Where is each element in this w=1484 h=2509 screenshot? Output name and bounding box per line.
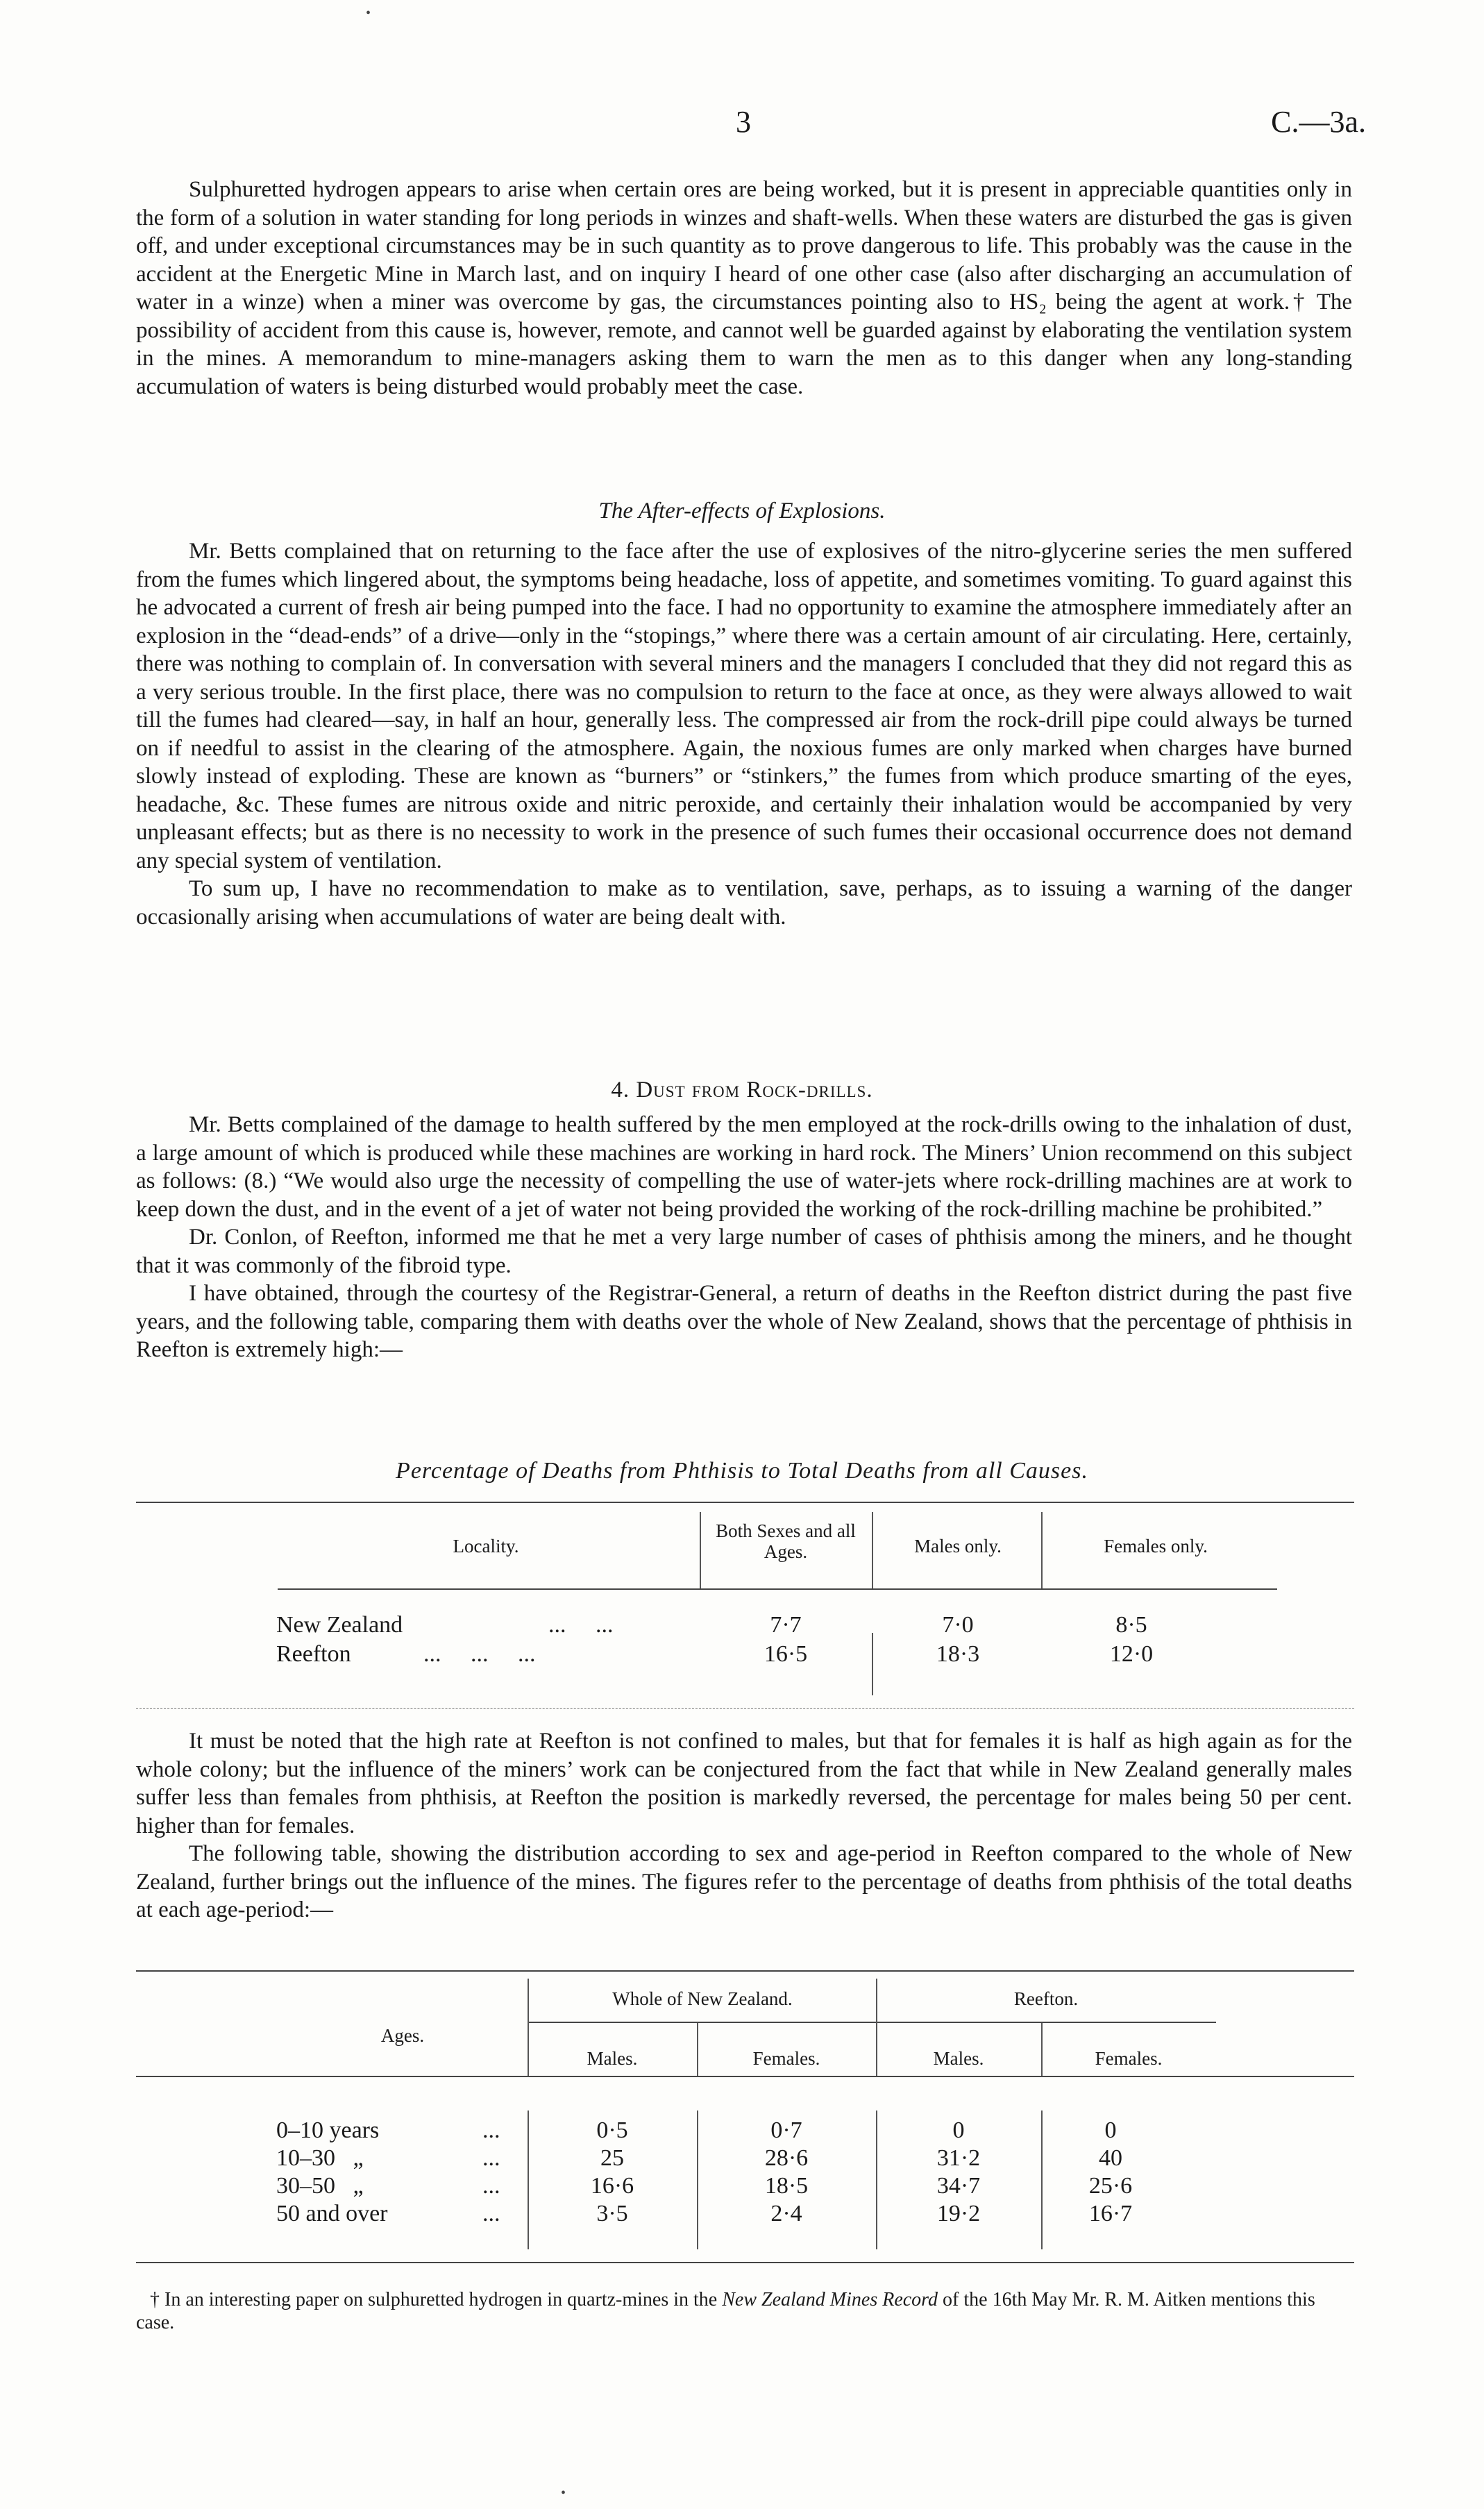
table2-bottom-rule <box>136 2262 1354 2263</box>
nz-females-cell: 2·4 <box>770 2201 802 2226</box>
table2-vrule-2 <box>697 2023 698 2076</box>
leader-dots: ... <box>482 2201 500 2226</box>
reefton-males-cell: 34·7 <box>936 2173 981 2199</box>
nz-females-cell: 0·7 <box>770 2117 802 2143</box>
reefton-females-cell: 16·7 <box>1088 2201 1133 2226</box>
table1-top-rule <box>136 1502 1354 1503</box>
reefton-males-cell: 19·2 <box>936 2201 981 2226</box>
table2-vrule-3 <box>876 1979 877 2076</box>
intro-paragraph: Sulphuretted hydrogen appears to arise when certain ores are being worked, but it is present in appreciable quantities only in the form of a solution in water standing for long periods in winzes and shaft-wells. When these waters are disturbed the gas is given off, and under exceptional circumstances may be in such quantity as to prove dangerous to life. This probably was the cause in the accident at the Energetic Mine in March last, and on inquiry I heard of one other case (also after discharging an accumulation of water in a winze) when a miner was overcome by gas, the circumstances pointing also to HS₂ being the agent at work.† The possibility of accident from this cause is, however, remote, and cannot well be guarded against by elaborating the ventilation system in the mines. A memorandum to mine-managers asking them to warn the men as to this danger when any long-standing accumulation of waters is being disturbed would probably meet the case. <box>136 177 1352 399</box>
table1-vrule-2 <box>872 1512 873 1588</box>
locality-cell: Reefton <box>276 1641 351 1667</box>
table2-group-rule <box>529 2022 1216 2023</box>
age-cell: 30–50 „ <box>276 2173 364 2199</box>
after-effects-heading: The After-effects of Explosions. <box>598 498 886 523</box>
table2-header-ages: Ages. <box>380 2025 425 2046</box>
page-number: 3 <box>736 105 751 139</box>
after-effects-paragraph: Mr. Betts complained that on returning to the face after the use of explosives of the nitro-glycerine series the men suffered from the fumes which lingered about, the symptoms being headache, loss of appetite, and sometimes vomiting. To guard against this he advocated a current of fresh air being pumped into the face. I had no opportunity to examine the atmosphere immediately after an explosion in the “dead-ends” of a drive—only in the “stopings,” where there was a certain amount of air circulating. Here, certainly, there was nothing to complain of. In conversation with several miners and the managers I concluded that they did not regard this as a very serious trouble. In the first place, there was no compulsion to return to the face at once, as they were always allowed to wait till the fumes had cleared—say, in half an hour, generally less. The compressed air from the rock-drill pipe could always be turned on if needful to assist in the clearing of the atmosphere. Again, the noxious fumes are only marked when charges have burned slowly instead of exploding. These are known as “burners” or “stinkers,” the fumes from which produce smarting of the eyes, headache, &c. These fumes are nitrous oxide and nitric peroxide, and certainly their inhalation would be accompanied by very unpleasant effects; but as there is no necessity to work in the presence of such fumes their occasional occurrence does not demand any special system of ventilation. <box>136 539 1352 873</box>
table2-header-reefton-females: Females. <box>1095 2048 1163 2069</box>
page-header <box>0 104 1484 146</box>
males-cell: 7·0 <box>942 1612 974 1638</box>
table1-header-rule <box>278 1588 1277 1590</box>
intro-section <box>136 176 1352 401</box>
table1-header-both: Both Sexes and all Ages. <box>716 1520 856 1562</box>
table1-header-females: Females only. <box>1104 1536 1208 1556</box>
analysis-paragraph-1: It must be noted that the high rate at Reefton is not confined to males, but that for females it is half as high again as for the whole colony; but the influence of the miners’ work can be conjectured from the fact that while in New Zealand generally males suffer less than females from phthisis, at Reefton the position is markedly reversed, the percentage for males being 50 per cent. higher than for females. <box>136 1729 1352 1838</box>
nz-females-cell: 18·5 <box>764 2173 809 2199</box>
publication-title: New Zealand Mines Record <box>722 2289 938 2310</box>
females-cell: 12·0 <box>1109 1641 1154 1667</box>
footnote <box>136 2288 1358 2334</box>
document-reference: C.—3a. <box>1271 105 1366 139</box>
table2-header-rule <box>136 2076 1354 2077</box>
speck-mark: • <box>561 2485 566 2501</box>
table1-vrule-3 <box>1041 1512 1043 1588</box>
both-sexes-cell: 7·7 <box>770 1612 802 1638</box>
table2-vrule-4 <box>1041 2023 1043 2076</box>
leader-dots: ... <box>482 2117 500 2143</box>
table1-bottom-rule <box>136 1708 1354 1709</box>
dagger-mark: † <box>150 2289 160 2310</box>
reefton-males-cell: 0 <box>952 2117 965 2143</box>
dust-paragraph-1: Mr. Betts complained of the damage to health suffered by the men employed at the rock-drills owing to the inhalation of dust, a large amount of which is produced while these machines are working in hard rock. The Miners’ Union recommend on this subject as follows: (8.) “We would also urge the necessity of compelling the use of water-jets where rock-drilling machines are at work to keep down the dust, and in the event of a jet of water not being provided the working of the rock-drilling machine be prohibited.” <box>136 1112 1352 1222</box>
nz-females-cell: 28·6 <box>764 2145 809 2171</box>
age-cell: 0–10 years <box>276 2117 380 2143</box>
dust-section <box>136 1111 1352 1364</box>
leader-dots: ... <box>482 2173 500 2199</box>
footnote-after: of the 16th May Mr. R. M. Aitken mentions this case. <box>136 2289 1315 2333</box>
table1-vrule-1 <box>700 1512 701 1588</box>
nz-males-cell: 16·6 <box>590 2173 634 2199</box>
both-sexes-cell: 16·5 <box>764 1641 808 1667</box>
speck-mark: • <box>366 6 371 21</box>
table1-title: Percentage of Deaths from Phthisis to Total Deaths from all Causes. <box>396 1458 1088 1484</box>
table2-header-reefton: Reefton. <box>1013 1988 1079 2009</box>
age-cell: 10–30 „ <box>276 2145 364 2171</box>
dust-paragraph-3: I have obtained, through the courtesy of the Registrar-General, a return of deaths in the Reefton district during the past five years, and the following table, comparing them with deaths over the whole of New Zealand, shows that the percentage of phthisis in Reefton is extremely high:— <box>136 1281 1352 1362</box>
reefton-males-cell: 31·2 <box>936 2145 981 2171</box>
table2-header-nz: Whole of New Zealand. <box>612 1988 793 2009</box>
footnote-text <box>136 2288 1358 2334</box>
reefton-females-cell: 25·6 <box>1088 2173 1133 2199</box>
females-cell: 8·5 <box>1115 1612 1147 1638</box>
age-cell: 50 and over <box>276 2201 388 2226</box>
table2-vrule-1 <box>528 1979 529 2076</box>
after-effects-section <box>136 537 1352 931</box>
nz-males-cell: 0·5 <box>596 2117 628 2143</box>
leader-dots: ... <box>482 2145 500 2171</box>
reefton-females-cell: 0 <box>1104 2117 1117 2143</box>
table2-header-reefton-males: Males. <box>933 2048 984 2069</box>
locality-cell: New Zealand <box>276 1612 403 1638</box>
males-cell: 18·3 <box>936 1641 980 1667</box>
dust-heading: 4. Dust from Rock-drills. <box>611 1077 873 1102</box>
table1-vrule-body <box>872 1633 873 1695</box>
analysis-section <box>136 1727 1352 1924</box>
leader-dots: ... ... ... <box>423 1641 536 1667</box>
leader-dots: ... ... <box>548 1612 614 1638</box>
analysis-paragraph-2: The following table, showing the distribution according to sex and age-period in Reefton compared to the whole of New Zealand, further brings out the influence of the mines. The figures refer to the percentage of deaths from phthisis of the total deaths at each age-period:— <box>136 1841 1352 1922</box>
nz-males-cell: 3·5 <box>596 2201 628 2226</box>
table2-top-rule <box>136 1970 1354 1972</box>
footnote-before: In an interesting paper on sulphuretted hydrogen in quartz-mines in the <box>165 2289 718 2310</box>
reefton-females-cell: 40 <box>1099 2145 1122 2171</box>
table2-header-nz-males: Males. <box>587 2048 638 2069</box>
table1-header-males: Males only. <box>914 1536 1002 1556</box>
after-effects-summary-paragraph: To sum up, I have no recommendation to make as to ventilation, save, perhaps, as to issuing a warning of the danger occasionally arising when accumulations of water are being dealt with. <box>136 876 1352 930</box>
nz-males-cell: 25 <box>600 2145 624 2171</box>
table2-header-nz-females: Females. <box>752 2048 820 2069</box>
dust-paragraph-2: Dr. Conlon, of Reefton, informed me that he met a very large number of cases of phthisis among the miners, and he thought that it was commonly of the fibroid type. <box>136 1225 1352 1278</box>
table1-header-locality: Locality. <box>453 1536 519 1556</box>
